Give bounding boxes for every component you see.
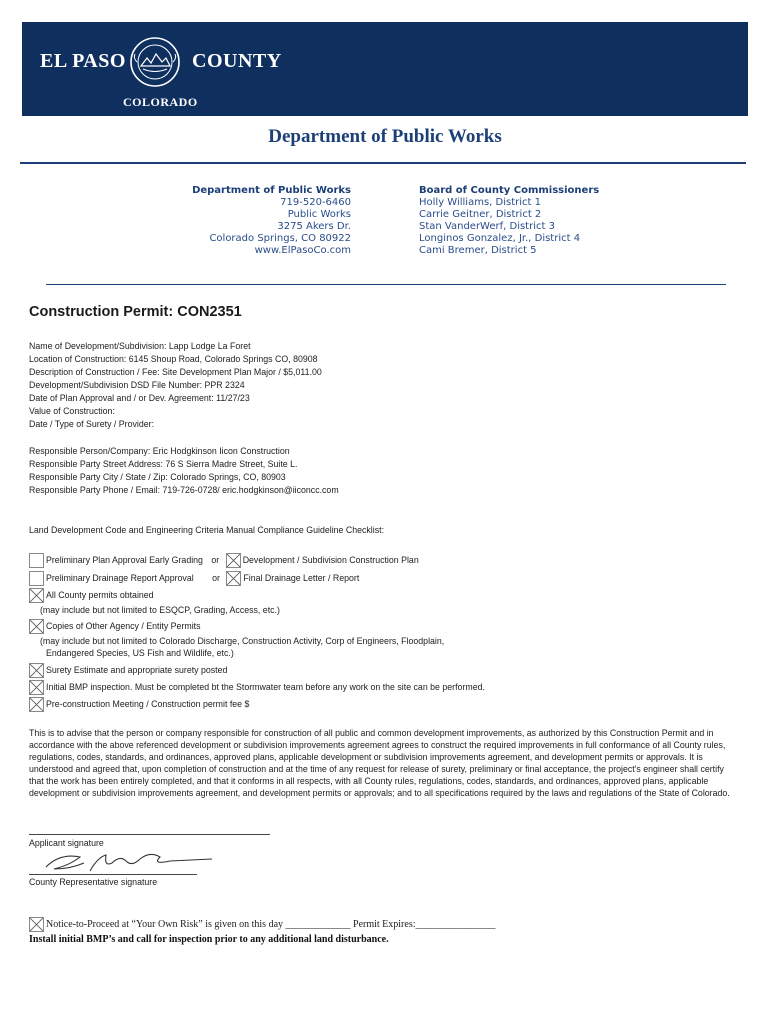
label-preconstruction: Pre-construction Meeting / Construction permit fee $ (46, 699, 250, 709)
checklist-row-5 (29, 662, 227, 678)
checkbox-notice-to-proceed[interactable] (29, 917, 44, 932)
checkbox-preliminary-plan[interactable] (29, 553, 44, 568)
department-phone: 719-520-6460 (280, 197, 351, 208)
checkbox-surety[interactable] (29, 663, 44, 678)
label-or: or (212, 573, 220, 583)
responsible-city: Responsible Party City / State / Zip: Colorado Springs, CO, 80903 (29, 472, 286, 482)
label-other-agency: Copies of Other Agency / Entity Permits (46, 621, 201, 631)
department-title: Department of Public Works (268, 126, 502, 147)
checked-x-icon (227, 572, 240, 585)
checked-x-icon (30, 681, 43, 694)
note-other-agency-1: (may include but not limited to Colorado Discharge, Construction Activity, Corp of Engineers, Floodplain, (40, 636, 445, 646)
checklist-row-1 (29, 552, 419, 568)
checkbox-bmp-inspection[interactable] (29, 680, 44, 695)
notice-to-proceed (29, 917, 496, 932)
commissioner-district-4: Longinos Gonzalez, Jr., District 4 (419, 233, 581, 244)
detail-approval-date: Date of Plan Approval and / or Dev. Agreement: 11/27/23 (29, 393, 250, 403)
commissioners-heading: Board of County Commissioners (419, 185, 600, 196)
label-county-permits: All County permits obtained (46, 590, 154, 600)
county-signature-line[interactable] (29, 874, 197, 875)
checked-x-icon (30, 664, 43, 677)
detail-description-fee: Description of Construction / Fee: Site Development Plan Major / $5,011.00 (29, 367, 322, 377)
label-preliminary-drainage: Preliminary Drainage Report Approval (46, 573, 194, 583)
department-name: Public Works (287, 209, 351, 220)
contact-divider (46, 284, 726, 285)
responsible-contact: Responsible Party Phone / Email: 719-726-0728/ eric.hodgkinson@iiconcc.com (29, 485, 339, 495)
detail-surety: Date / Type of Surety / Provider: (29, 419, 155, 429)
note-other-agency-2: Endangered Species, US Fish and Wildlife, etc.) (46, 648, 234, 658)
county-handwritten-signature-icon (40, 847, 220, 877)
checklist-row-4 (29, 618, 201, 634)
responsible-person: Responsible Person/Company: Eric Hodgkinson Iicon Construction (29, 446, 290, 456)
department-contact-block (192, 185, 351, 257)
note-county-permits: (may include but not limited to ESQCP, Grading, Access, etc.) (40, 605, 280, 615)
commissioner-district-1: Holly Williams, District 1 (419, 197, 541, 208)
county-signature-label: County Representative signature (29, 877, 158, 887)
checked-x-icon (30, 589, 43, 602)
responsible-party (29, 445, 339, 497)
notice-text: Notice-to-Proceed at “Your Own Risk” is given on this day _____________ Permit Expires:________________ (46, 918, 496, 930)
commissioner-district-3: Stan VanderWerf, District 3 (419, 221, 555, 232)
commissioner-district-2: Carrie Geitner, District 2 (419, 209, 542, 220)
checked-x-icon (227, 554, 240, 567)
label-or: or (211, 555, 220, 565)
label-final-drainage: Final Drainage Letter / Report (243, 573, 360, 583)
department-city: Colorado Springs, CO 80922 (209, 233, 351, 244)
detail-file-number: Development/Subdivision DSD File Number: PPR 2324 (29, 380, 245, 390)
checked-x-icon (30, 620, 43, 633)
checklist-title: Land Development Code and Engineering Criteria Manual Compliance Guideline Checklist: (29, 525, 385, 535)
detail-location: Location of Construction: 6145 Shoup Road, Colorado Springs CO, 80908 (29, 354, 318, 364)
checklist-row-2 (29, 570, 359, 586)
checkbox-construction-plan[interactable] (226, 553, 241, 568)
label-construction-plan: Development / Subdivision Construction Plan (242, 555, 419, 565)
checked-x-icon (30, 698, 43, 711)
commissioners-block (419, 185, 599, 257)
checkbox-final-drainage[interactable] (226, 571, 241, 586)
checkbox-other-agency[interactable] (29, 619, 44, 634)
checklist-row-7 (29, 696, 249, 712)
checkbox-preconstruction[interactable] (29, 697, 44, 712)
permit-title: Construction Permit: CON2351 (29, 304, 242, 320)
applicant-signature-label: Applicant signature (29, 838, 104, 848)
applicant-signature-line[interactable] (29, 834, 270, 835)
logo-text-el-paso: EL PASO (40, 50, 126, 72)
header-divider (20, 162, 746, 164)
commissioner-district-5: Cami Bremer, District 5 (419, 245, 537, 256)
department-street: 3275 Akers Dr. (277, 221, 351, 232)
permit-details (29, 340, 322, 431)
install-bmp-instruction: Install initial BMP’s and call for inspection prior to any additional land disturbance. (29, 934, 389, 945)
label-preliminary-plan: Preliminary Plan Approval Early Grading (46, 555, 203, 565)
detail-development-name: Name of Development/Subdivision: Lapp Lodge La Foret (29, 341, 251, 351)
logo-text-county: COUNTY (192, 50, 282, 72)
county-header-banner (22, 22, 748, 116)
checkbox-county-permits[interactable] (29, 588, 44, 603)
checklist-row-6 (29, 679, 485, 695)
checkbox-preliminary-drainage[interactable] (29, 571, 44, 586)
county-seal-icon (129, 36, 181, 88)
responsible-address: Responsible Party Street Address: 76 S Sierra Madre Street, Suite L. (29, 459, 298, 469)
department-website: www.ElPasoCo.com (254, 245, 351, 256)
logo-text-colorado: COLORADO (123, 95, 198, 109)
checklist-row-3 (29, 587, 154, 603)
label-surety: Surety Estimate and appropriate surety posted (46, 665, 228, 675)
agreement-paragraph: This is to advise that the person or company responsible for construction of all public and common development improvements, as authorized by this Construction Permit and in accordance with the above referenced development or subdivision improvements agreement agrees to construct the required improvements in full conformance of all County rules, regulations, codes, standards, and ordinances, approved plans, applicable development or subdivision improvements agreement, and development permits or approvals. It is understood and agreed that, upon completion of construction and at the time of any request for release of surety, preliminary or final acceptance, the project's engineer shall certify that the work has been entirely completed, and that it conforms in all respects, with all County rules, regulations, codes, standards, and ordinances, approved plans, applicable development or subdivision improvements agreement, and development permits or approvals; and to all specifications required by the laws and regulations of the State of Colorado. (29, 728, 730, 798)
department-contact-heading: Department of Public Works (192, 185, 351, 196)
label-bmp-inspection: Initial BMP inspection. Must be completed bt the Stormwater team before any work on the site can be performed. (46, 682, 485, 692)
checked-x-icon (30, 918, 43, 931)
detail-value: Value of Construction: (29, 406, 115, 416)
